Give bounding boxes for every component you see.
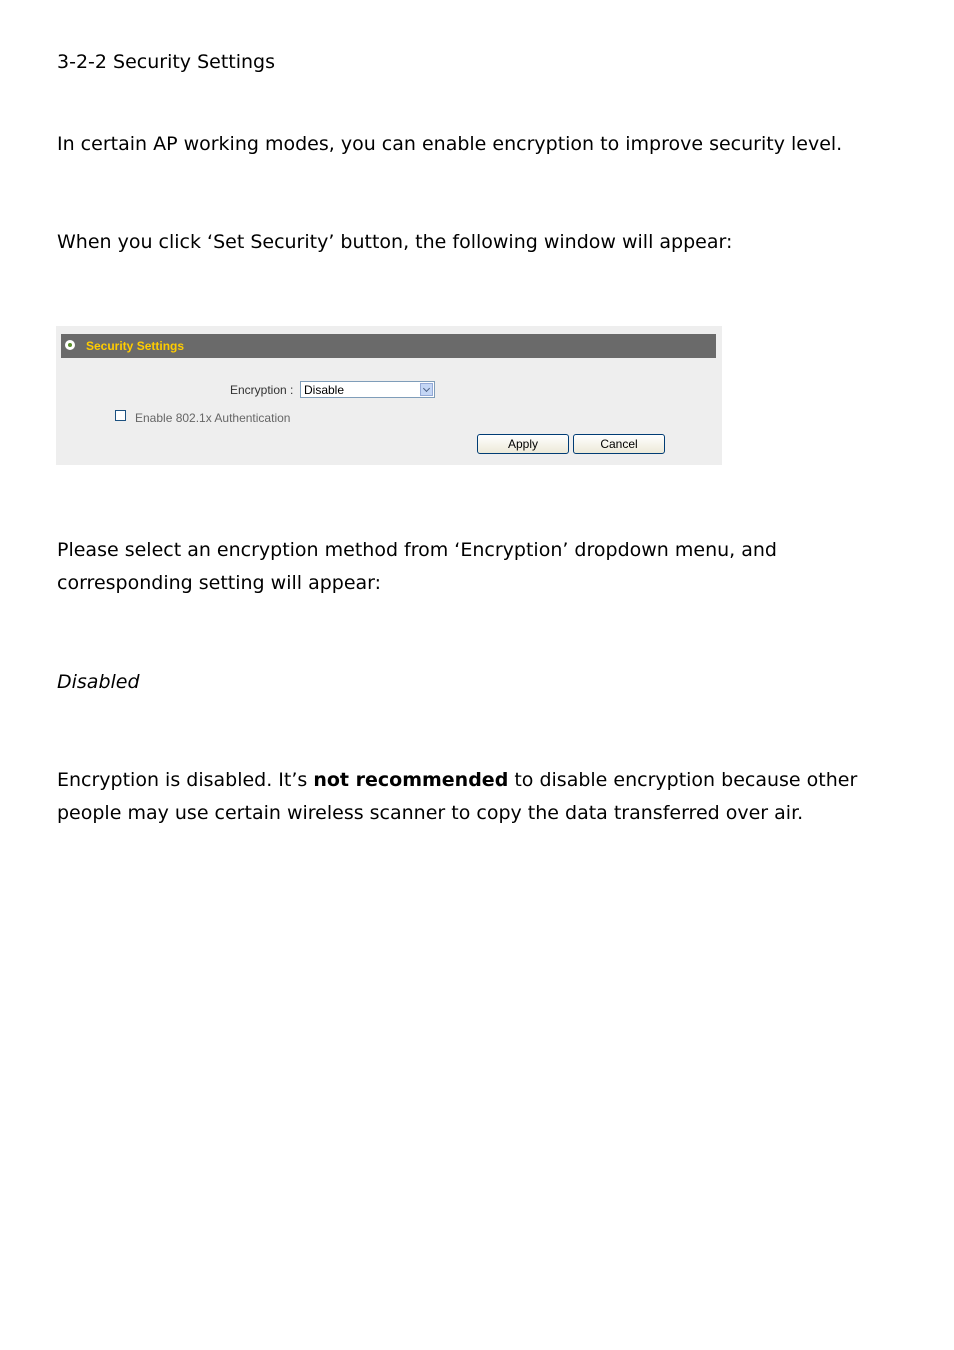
encryption-selected-value: Disable <box>304 383 345 397</box>
select-encryption-paragraph: Please select an encryption method from ‘Encryption’ dropdown menu, and corresponding setting will appear: <box>57 539 777 594</box>
description-end: to disable encryption because other people may use certain wireless scanner to copy the data transferred over air. <box>57 769 858 824</box>
apply-button[interactable]: Apply <box>477 434 569 454</box>
cancel-button[interactable]: Cancel <box>573 434 665 454</box>
disabled-description <box>57 764 907 830</box>
encryption-select[interactable] <box>300 381 435 398</box>
instruction-paragraph: When you click ‘Set Security’ button, the following window will appear: <box>57 231 733 253</box>
security-settings-screenshot <box>56 326 722 465</box>
encryption-label: Encryption : <box>230 383 294 397</box>
panel-title: Security Settings <box>86 339 185 353</box>
description-start: Encryption is disabled. It’s <box>57 769 314 791</box>
not-recommended-emphasis: not recommended <box>313 769 509 791</box>
disabled-subheading: Disabled <box>57 671 140 693</box>
bullet-icon <box>65 340 75 350</box>
auth-checkbox-label: Enable 802.1x Authentication <box>135 411 291 425</box>
section-heading: 3-2-2 Security Settings <box>57 51 276 73</box>
intro-paragraph: In certain AP working modes, you can enable encryption to improve security level. <box>57 133 843 155</box>
chevron-down-icon[interactable] <box>420 383 433 396</box>
auth-checkbox[interactable] <box>115 410 126 421</box>
panel-title-bar <box>61 334 716 358</box>
